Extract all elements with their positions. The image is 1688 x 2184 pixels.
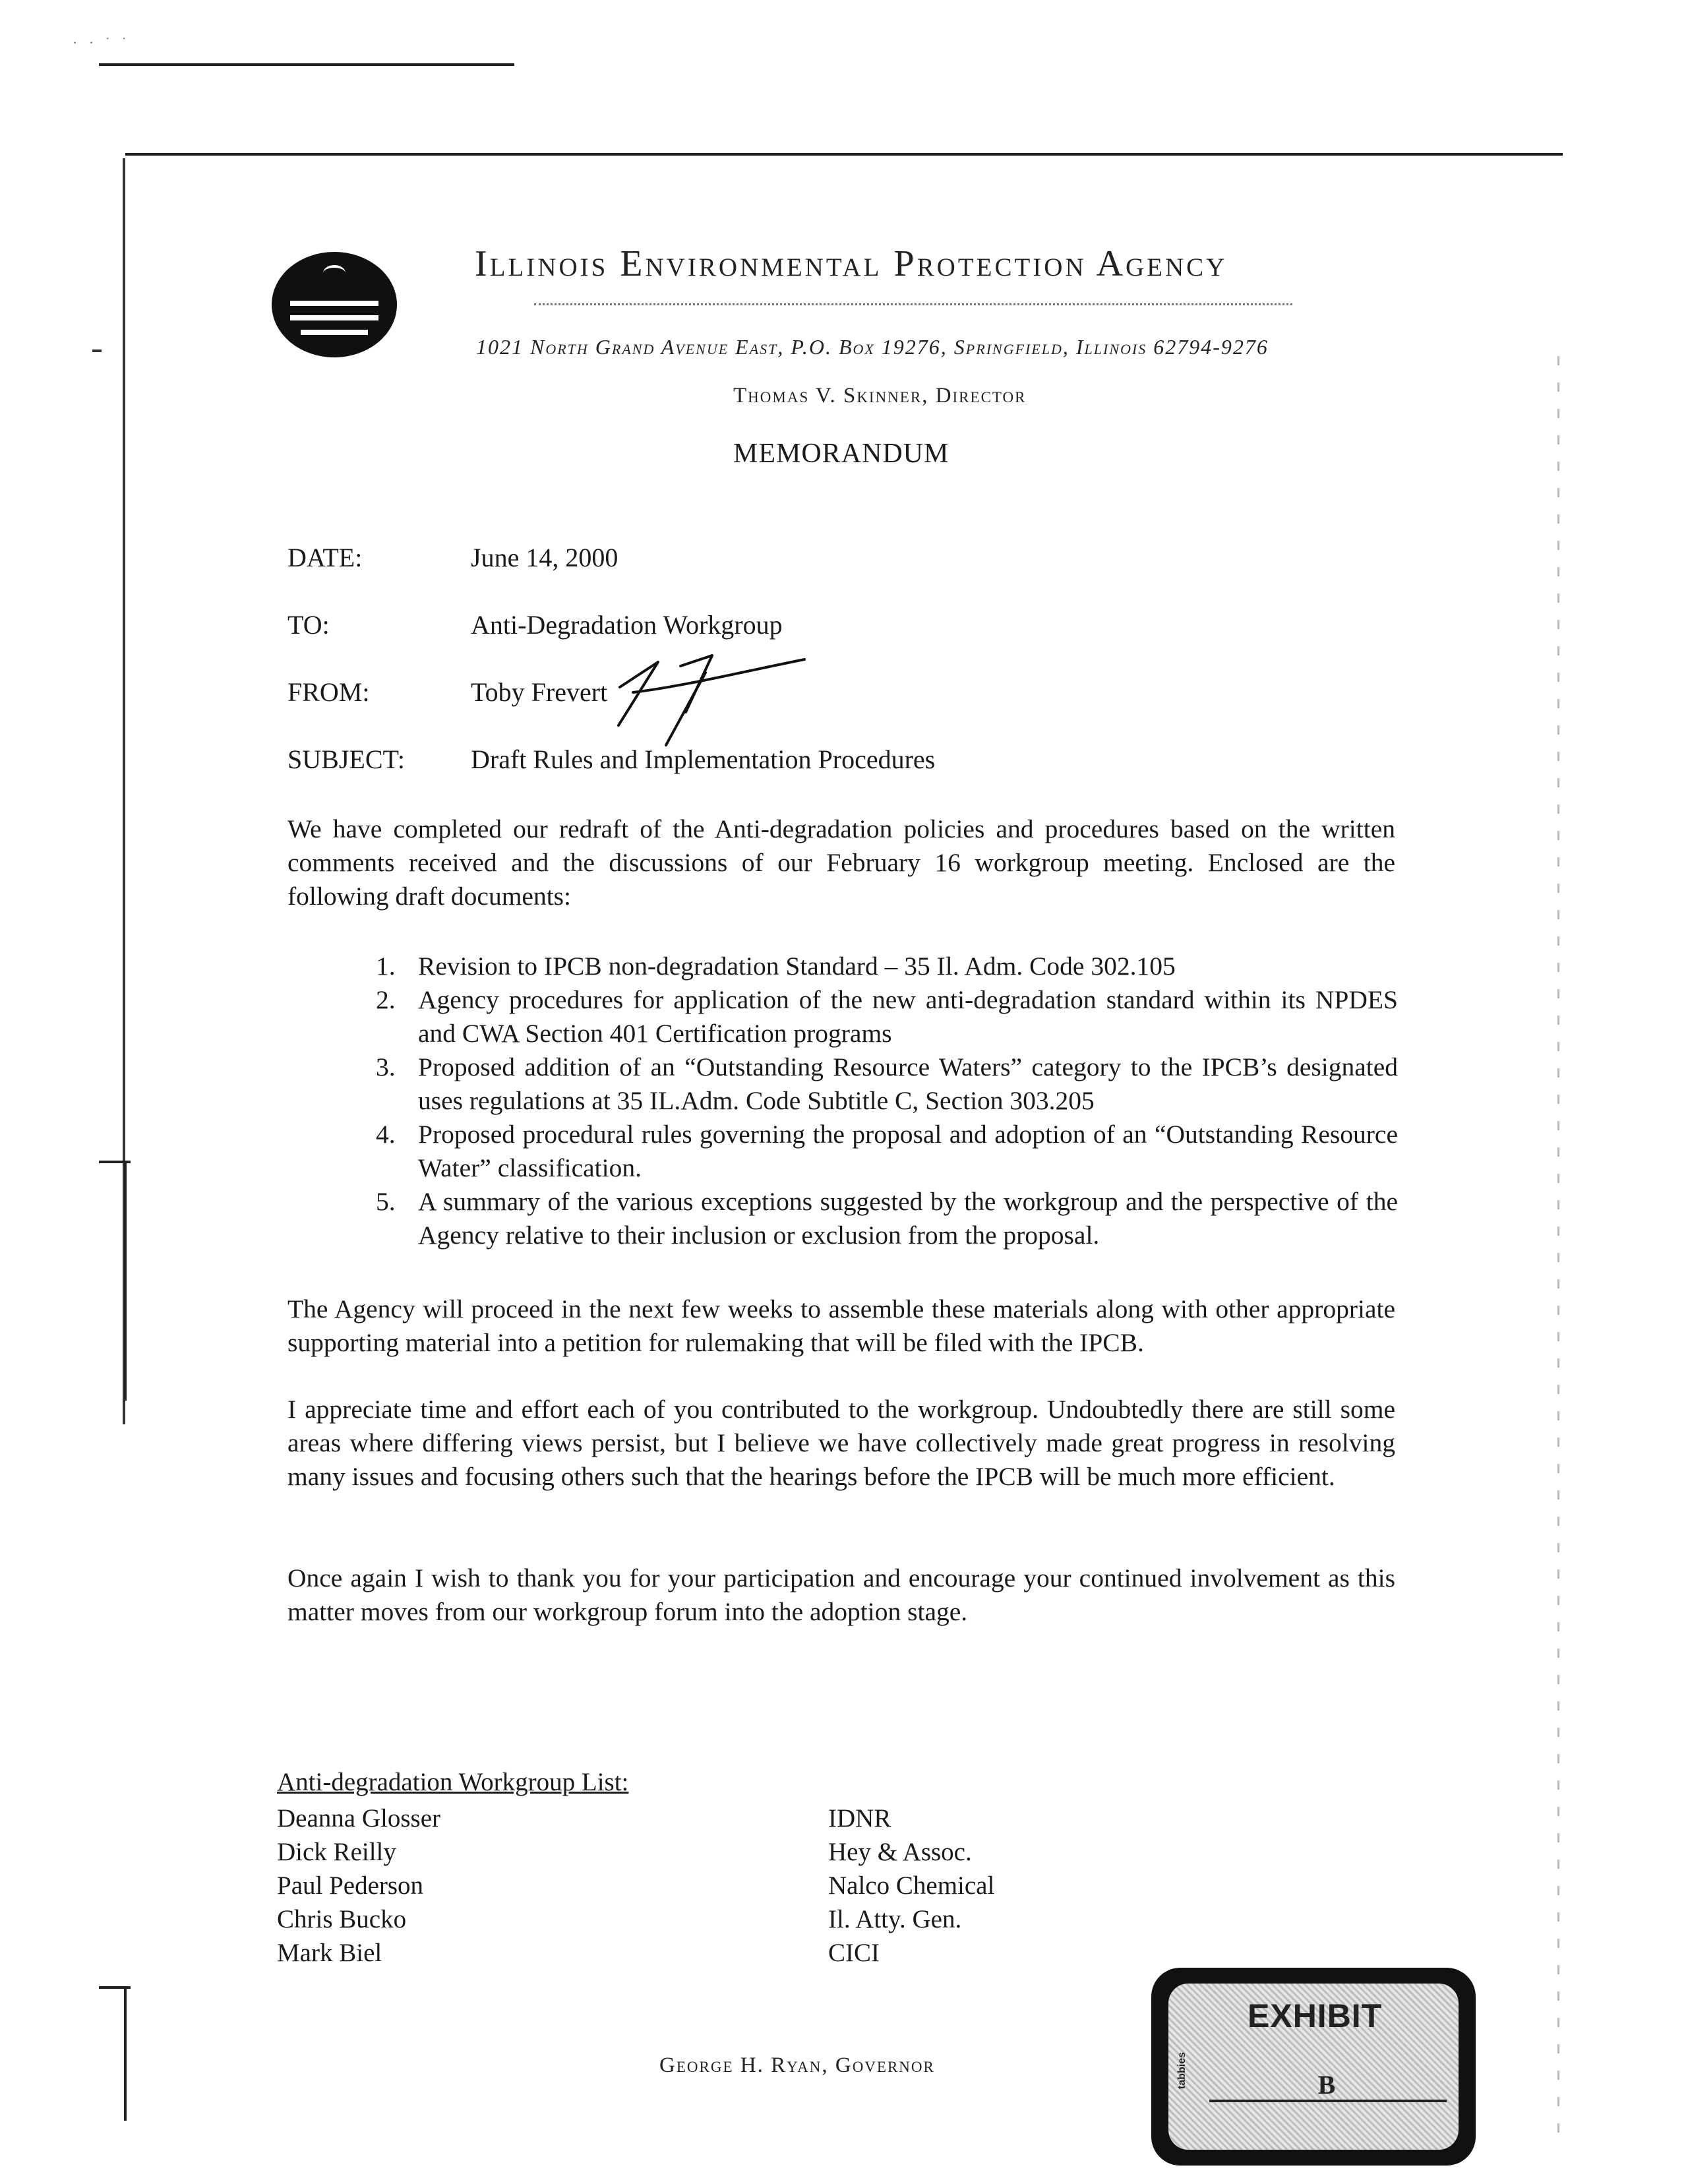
workgroup-member-row	[277, 1936, 1068, 1970]
list-item: 1. Revision to IPCB non-degradation Standard – 35 Il. Adm. Code 302.105	[376, 952, 1176, 981]
binder-bracket-bottom-stem	[124, 1989, 127, 2121]
member-name: Deanna Glosser	[277, 1804, 440, 1833]
member-org: CICI	[828, 1939, 880, 1967]
date-label: DATE:	[287, 543, 363, 572]
proceed-paragraph: The Agency will proceed in the next few weeks to assemble these materials along with other appropriate supporting material into a petition for rulemaking that will be filed with the IPCB.	[287, 1294, 1395, 1357]
workgroup-member-row	[277, 1902, 1068, 1936]
subject-label: SUBJECT:	[287, 744, 406, 774]
to-value: Anti-Degradation Workgroup	[471, 610, 783, 640]
letterhead-rule	[534, 303, 1292, 315]
member-org: Hey & Assoc.	[828, 1838, 972, 1866]
binder-bracket-top-stem	[124, 1163, 127, 1401]
scan-right-edge	[1557, 356, 1559, 2137]
thanks-paragraph: Once again I wish to thank you for your participation and encourage your continued involvement as this matter moves from our workgroup forum into the adoption stage.	[287, 1563, 1395, 1626]
exhibit-sticker	[1151, 1968, 1476, 2166]
scan-speckle: · · ˙ ˙	[73, 34, 131, 51]
member-name: Paul Pederson	[277, 1871, 424, 1900]
member-name: Dick Reilly	[277, 1838, 396, 1866]
member-org: Nalco Chemical	[828, 1871, 995, 1900]
subject-value: Draft Rules and Implementation Procedures	[471, 744, 936, 774]
signature-initials	[607, 646, 818, 752]
workgroup-member-row	[277, 1869, 1068, 1902]
list-item: 2. Agency procedures for application of the new anti-degradation standard within its NPDES and CWA Section 401 Certification programs	[376, 985, 1398, 1048]
exhibit-letter: B	[1317, 2070, 1336, 2100]
page-frame-top	[125, 153, 1563, 156]
list-item: 5. A summary of the various exceptions suggested by the workgroup and the perspective of the Agency relative to their inclusion or exclusion from the proposal.	[376, 1187, 1398, 1250]
date-value: June 14, 2000	[471, 543, 618, 572]
memo-title: MEMORANDUM	[733, 439, 950, 469]
scan-mark	[92, 349, 102, 352]
appreciation-paragraph: I appreciate time and effort each of you contributed to the workgroup. Undoubtedly there are still some areas where differing views persist, but I believe we have collectively made great progress in resolving many issues and focusing others such that the hearings before the IPCB will be much more efficient.	[287, 1395, 1395, 1491]
agency-address: 1021 North Grand Avenue East, P.O. Box 19276, Springfield, Illinois 62794-9276	[476, 335, 1269, 359]
agency-name: Illinois Environmental Protection Agency	[475, 243, 1228, 284]
governor-footer: George H. Ryan, Governor	[659, 2053, 935, 2077]
workgroup-member-row	[277, 1802, 1068, 1835]
workgroup-member-row	[277, 1835, 1068, 1869]
to-label: TO:	[287, 610, 330, 640]
agency-director: Thomas V. Skinner, Director	[733, 384, 1027, 408]
enclosed-documents-list	[349, 950, 1398, 1266]
scan-top-line	[99, 63, 514, 66]
workgroup-list	[277, 1802, 1068, 1973]
intro-paragraph: We have completed our redraft of the Anti-degradation policies and procedures based on the written comments received and the discussions of our February 16 workgroup meeting. Enclosed are the following draft documents:	[287, 814, 1395, 911]
member-org: Il. Atty. Gen.	[828, 1905, 962, 1933]
from-value: Toby Frevert	[471, 677, 608, 707]
member-name: Chris Bucko	[277, 1905, 407, 1933]
member-org: IDNR	[828, 1804, 891, 1833]
workgroup-list-title: Anti-degradation Workgroup List:	[277, 1768, 629, 1796]
from-label: FROM:	[287, 677, 370, 707]
member-name: Mark Biel	[277, 1939, 382, 1967]
list-item: 4. Proposed procedural rules governing the proposal and adoption of an “Outstanding Resource Water” classification.	[376, 1120, 1398, 1182]
agency-seal-icon	[272, 252, 397, 357]
exhibit-brand: tabbies	[1176, 2051, 1188, 2089]
exhibit-label: EXHIBIT	[1248, 1997, 1383, 2034]
exhibit-underline	[1209, 2100, 1447, 2102]
list-item: 3. Proposed addition of an “Outstanding Resource Waters” category to the IPCB’s designated uses regulations at 35 IL.Adm. Code Subtitle C, Section 303.205	[376, 1052, 1398, 1115]
